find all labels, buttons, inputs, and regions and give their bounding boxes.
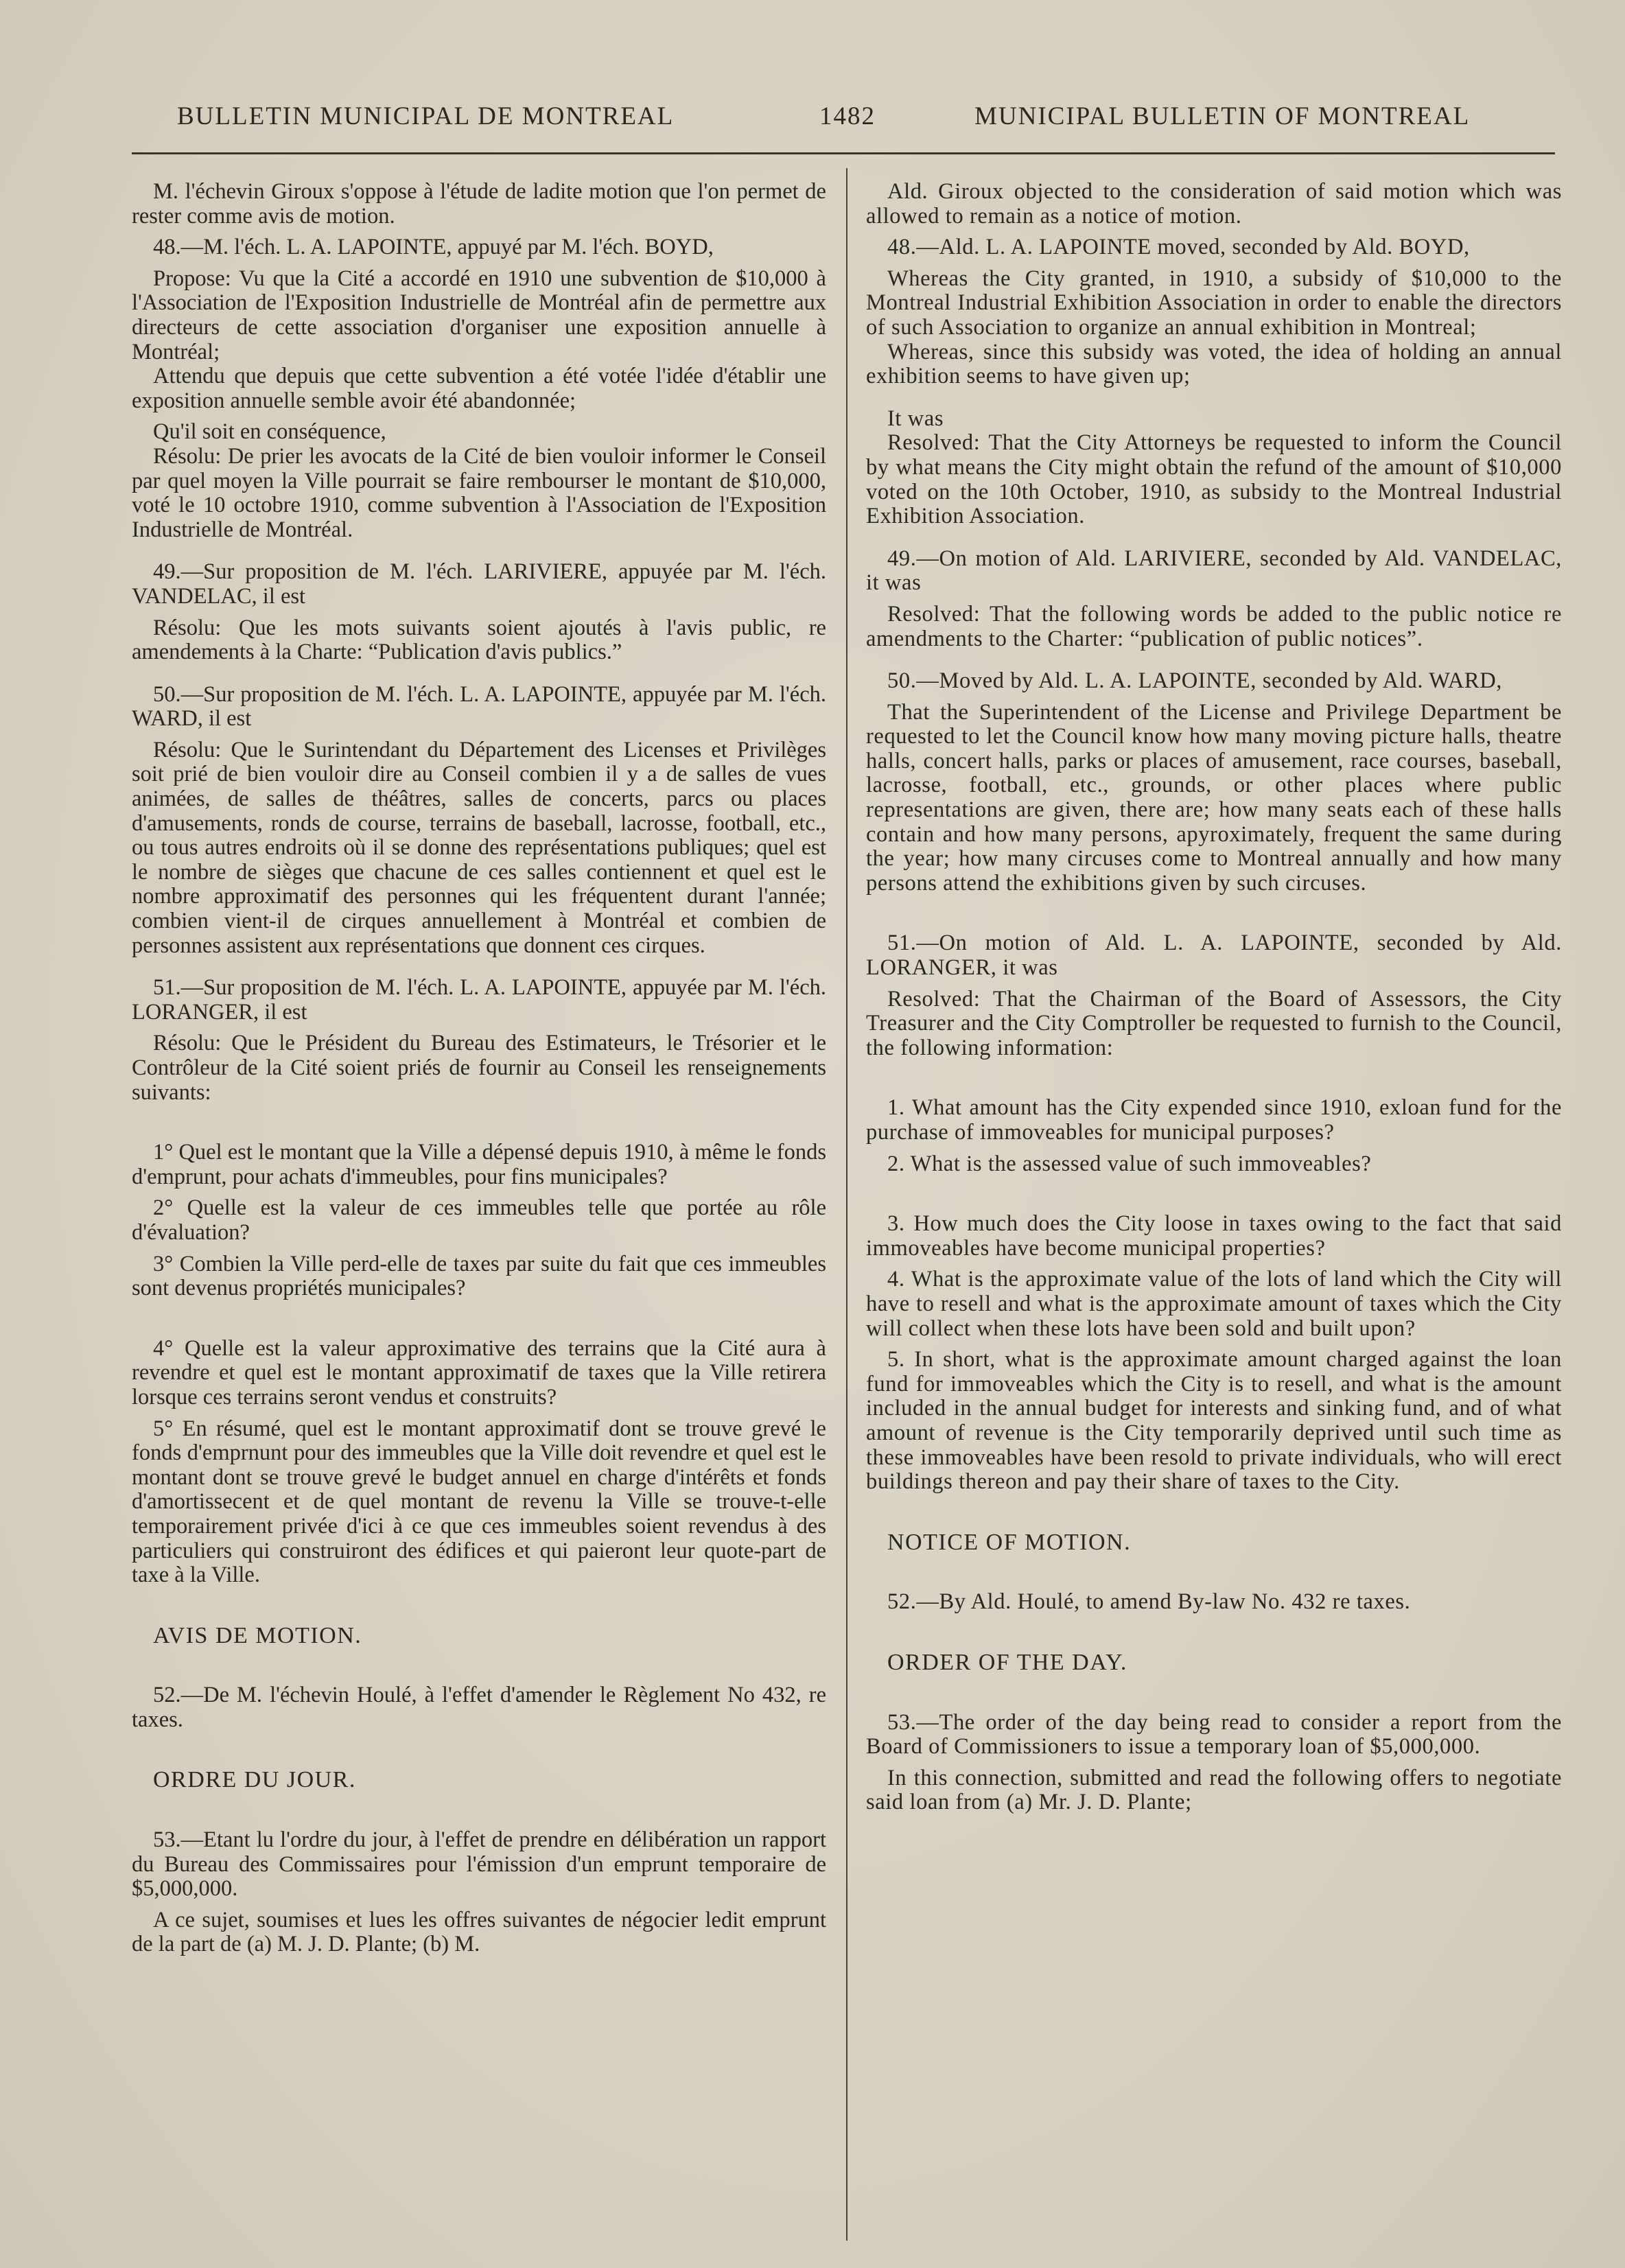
paragraph: 52.—By Ald. Houlé, to amend By-law No. 432 re taxes.	[887, 1589, 1411, 1615]
paragraph: Whereas, since this subsidy was voted, the idea of holding an annual exhibition seems to have given up;	[866, 339, 1562, 389]
motion-50-heading: 50.—Sur proposition de M. l'éch. L. A. LAPOINTE, appuyée par M. l'éch. WARD, il est	[132, 681, 826, 732]
french-column	[132, 180, 826, 1957]
question-3: 3. How much does the City loose in taxes owing to the fact that said immoveables have become municipal properties?	[866, 1211, 1562, 1261]
paragraph: 53.—The order of the day being read to consider a report from the Board of Commissioners to issue a temporary loan of $5,000,000.	[866, 1709, 1562, 1760]
section-heading-notice: NOTICE OF MOTION.	[887, 1529, 1132, 1555]
running-header	[124, 102, 1571, 143]
header-title-english: MUNICIPAL BULLETIN OF MONTREAL	[974, 102, 1471, 130]
section-heading-avis: AVIS DE MOTION.	[153, 1622, 362, 1648]
section-heading-order: ORDER OF THE DAY.	[887, 1649, 1127, 1675]
header-rule-left	[132, 152, 688, 154]
paragraph: Resolved: That the following words be added to the public notice re amendments to the Charter: “publication of public notices”.	[866, 601, 1562, 651]
paragraph: A ce sujet, soumises et lues les offres suivantes de négocier ledit emprunt de la part de (a) M. J. D. Plante; (b) M.	[132, 1907, 826, 1957]
paragraph: Resolved: That the Chairman of the Board of Assessors, the City Treasurer and the City Comptroller be requested to furnish to the Council, the following information:	[866, 986, 1562, 1060]
paragraph: Attendu que depuis que cette subvention a été votée l'idée d'établir une exposition annuelle semble avoir été abandonnée;	[132, 364, 826, 413]
page-number: 1482	[819, 102, 876, 130]
paragraph: Resolved: That the City Attorneys be requested to inform the Council by what means the City might obtain the refund of the amount of $10,000 voted on the 10th October, 1910, as subsidy to the Montreal Industrial Exhibition Association.	[866, 430, 1562, 529]
question-2: 2° Quelle est la valeur de ces immeubles telle que portée au rôle d'évaluation?	[132, 1195, 826, 1245]
question-2: 2. What is the assessed value of such immoveables?	[887, 1151, 1372, 1176]
paragraph: 52.—De M. l'échevin Houlé, à l'effet d'amender le Règlement No 432, re taxes.	[132, 1683, 826, 1732]
motion-48-heading: 48.—M. l'éch. L. A. LAPOINTE, appuyé par M. l'éch. BOYD,	[153, 235, 714, 260]
paragraph: That the Superintendent of the License and Privilege Department be requested to let the Council know how many moving picture halls, theatre halls, concert halls, parks or places of amusement, race courses, baseball, lacrosse, football, etc., grounds, or other places where public representations are given, there are; how many seats each of these halls contain and how many persons, apyroximately, frequent the same during the year; how many circuses come to Montreal annually and how many persons attend the exhibitions given by such circuses.	[866, 699, 1562, 896]
header-rule-right	[688, 152, 1555, 154]
paragraph: Propose: Vu que la Cité a accordé en 1910 une subvention de $10,000 à l'Association de l'Exposition Industrielle de Montréal afin de permettre aux directeurs de cette association d'organiser une exposition annuelle à Montréal;	[132, 266, 826, 364]
paragraph: In this connection, submitted and read the following offers to negotiate said loan from (a) Mr. J. D. Plante;	[866, 1765, 1562, 1815]
paragraph: Résolu: Que les mots suivants soient ajoutés à l'avis public, re amendements à la Charte: “Publication d'avis publics.”	[132, 615, 826, 665]
paragraph: It was	[887, 406, 944, 431]
header-title-french: BULLETIN MUNICIPAL DE MONTREAL	[177, 102, 675, 130]
question-5: 5. In short, what is the approximate amount charged against the loan fund for immoveables which the City is to resell, and what is the amount included in the annual budget for interests and sinking fund, and of what amount of revenue is the City temporarily deprived until such time as these immoveables have been resold to private individuals, who will erect buildings thereon and pay their share of taxes to the City.	[866, 1347, 1562, 1495]
motion-48-heading: 48.—Ald. L. A. LAPOINTE moved, seconded by Ald. BOYD,	[887, 235, 1470, 260]
paragraph: Ald. Giroux objected to the consideration of said motion which was allowed to remain as a notice of motion.	[866, 179, 1562, 229]
question-1: 1° Quel est le montant que la Ville a dépensé depuis 1910, à même le fonds d'emprunt, pour achats d'immeubles, pour fins municipales?	[132, 1140, 826, 1189]
section-heading-ordre: ORDRE DU JOUR.	[153, 1767, 356, 1793]
paragraph: Résolu: De prier les avocats de la Cité de bien vouloir informer le Conseil par quel moyen la Ville pourrait se faire rembourser le montant de $10,000, voté le 10 octobre 1910, comme subvention à l'Association de l'Exposition Industrielle de Montréal.	[132, 443, 826, 542]
question-4: 4. What is the approximate value of the lots of land which the City will have to resell and what is the approximate amount of taxes which the City will collect when these lots have been sold and built upon?	[866, 1267, 1562, 1341]
motion-49-heading: 49.—On motion of Ald. LARIVIERE, seconded by Ald. VANDELAC, it was	[866, 546, 1562, 596]
english-column	[866, 180, 1562, 1815]
paragraph: Whereas the City granted, in 1910, a subsidy of $10,000 to the Montreal Industrial Exhibition Association in order to enable the directors of such Association to organize an annual exhibition in Montreal;	[866, 266, 1562, 340]
paragraph: Résolu: Que le Surintendant du Département des Licenses et Privilèges soit prié de bien vouloir dire au Conseil combien il y a de salles de vues animées, de salles de théâtres, salles de concerts, parcs ou places d'amusements, ronds de course, terrains de baseball, lacrosse, football, etc., ou tous autres endroits où il se donne des représentations publiques; quel est le nombre de sièges que chacune de ces salles contiennent et quel est le nombre approximatif des personnes qui les fréquentent durant l'année; combien vient-il de cirques annuellement à Montréal et combien de personnes assistent aux représentations que donnent ces cirques.	[132, 737, 826, 958]
paragraph: Résolu: Que le Président du Bureau des Estimateurs, le Trésorier et le Contrôleur de la Cité soient priés de fournir au Conseil les renseignements suivants:	[132, 1031, 826, 1105]
motion-51-heading: 51.—On motion of Ald. L. A. LAPOINTE, seconded by Ald. LORANGER, it was	[866, 931, 1562, 981]
motion-49-heading: 49.—Sur proposition de M. l'éch. LARIVIERE, appuyée par M. l'éch. VANDELAC, il est	[132, 559, 826, 609]
question-3: 3° Combien la Ville perd-elle de taxes par suite du fait que ces immeubles sont devenus propriétés municipales?	[132, 1251, 826, 1301]
paragraph: M. l'échevin Giroux s'oppose à l'étude de ladite motion que l'on permet de rester comme avis de motion.	[132, 179, 826, 229]
column-divider	[846, 168, 847, 2241]
motion-51-heading: 51.—Sur proposition de M. l'éch. L. A. LAPOINTE, appuyée par M. l'éch. LORANGER, il est	[132, 975, 826, 1025]
paragraph: 53.—Etant lu l'ordre du jour, à l'effet de prendre en délibération un rapport du Bureau des Commissaires pour l'émission d'un emprunt temporaire de $5,000,000.	[132, 1827, 826, 1902]
paragraph: Qu'il soit en conséquence,	[153, 419, 386, 445]
motion-50-heading: 50.—Moved by Ald. L. A. LAPOINTE, seconded by Ald. WARD,	[887, 668, 1503, 694]
question-4: 4° Quelle est la valeur approximative des terrains que la Cité aura à revendre et quel est le montant approximatif de taxes que la Ville retirera lorsque ces terrains seront vendus et construits?	[132, 1335, 826, 1410]
question-5: 5° En résumé, quel est le montant approximatif dont se trouve grevé le fonds d'emprnunt pour des immeubles que la Ville doit revendre et quel est le montant dont se trouve grevé le budget annuel en charge d'intérêts et fonds d'amortissecent et de quel montant de revenu la Ville se trouve-t-elle temporairement privée d'ici à ce que ces immeubles soient revendus à des particuliers qui construiront des édifices et qui paieront leur quote-part de taxe à la Ville.	[132, 1416, 826, 1588]
question-1: 1. What amount has the City expended since 1910, exloan fund for the purchase of immoveables for municipal purposes?	[866, 1095, 1562, 1145]
